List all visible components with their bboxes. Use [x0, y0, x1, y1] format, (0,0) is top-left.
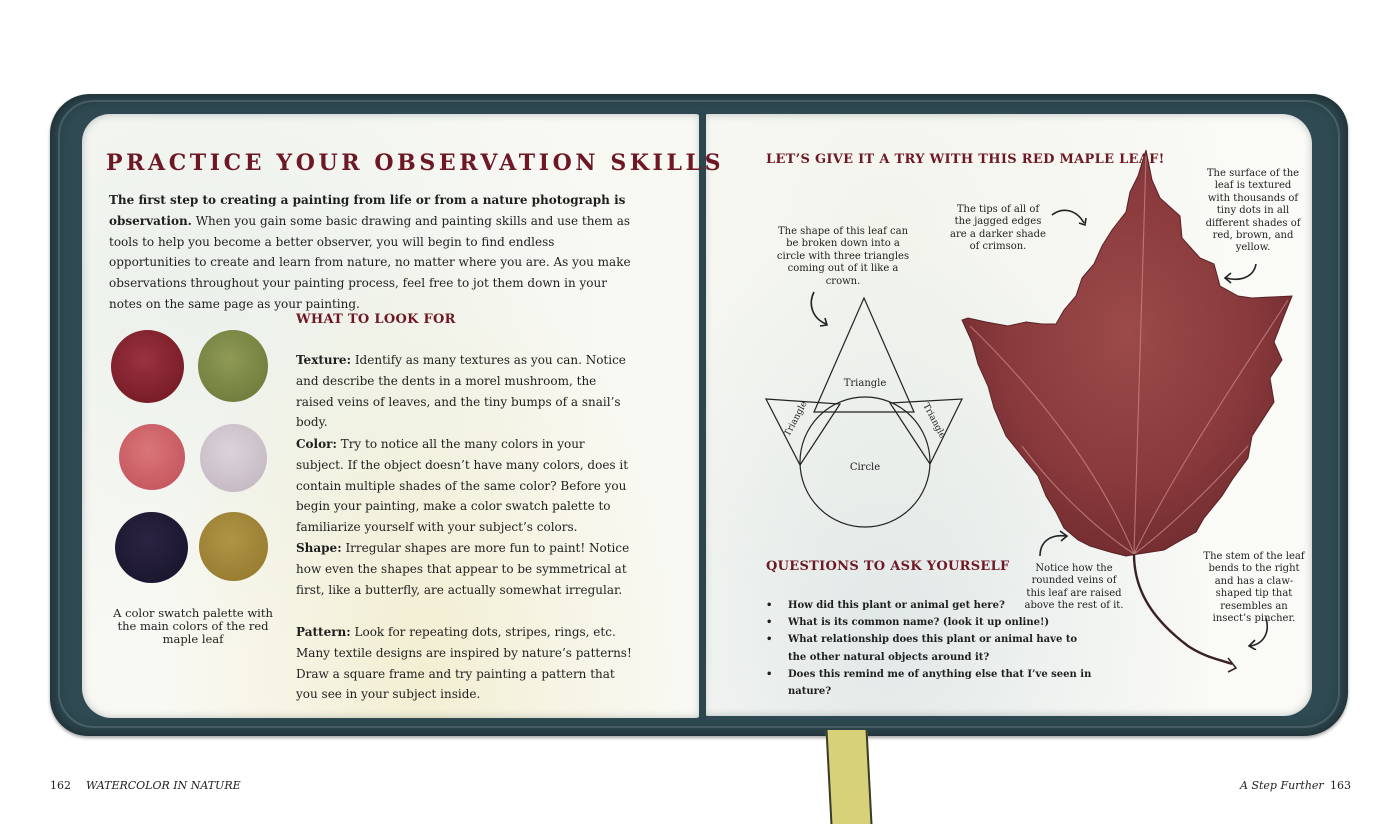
left-running-title: WATERCOLOR IN NATURE: [86, 779, 241, 792]
swatch-olive: [198, 330, 268, 402]
note-jagged-tips: The tips of all of the jagged edges are a darker shade of crimson.: [950, 204, 1046, 253]
swatch-indigo: [115, 512, 188, 583]
arrow-stem-icon: [1244, 616, 1274, 650]
diagram-label-right: Triangle: [920, 401, 948, 441]
arrow-shape-icon: [806, 290, 836, 330]
shape-paragraph: [296, 538, 636, 600]
intro-paragraph: [109, 190, 639, 315]
right-running-title: A Step Further: [1240, 779, 1324, 792]
intro-body: When you gain some basic drawing and painting skills and use them as tools to help you become a better observer, you will begin to find endless opportunities to create and learn from nature, no matter where you are. As you make observations throughout your painting process, feel free to jot them down in your notes on the same page as your painting.: [109, 213, 631, 311]
texture-text: Identify as many textures as you can. Notice and describe the dents in a morel mushroom, the raised veins of leaves, and the tiny bumps of a snail’s body.: [296, 353, 626, 430]
swatch-rose: [119, 424, 185, 490]
leaf-blade: [962, 150, 1292, 556]
swatch-crimson: [111, 330, 184, 403]
note-leaf-shape: The shape of this leaf can be broken down into a circle with three triangles coming out of it like a crown.: [776, 226, 910, 287]
shape-label: Shape:: [296, 541, 342, 555]
right-page-number: 163: [1330, 779, 1351, 792]
note-raised-veins: Notice how the rounded veins of this leaf are raised above the rest of it.: [1024, 563, 1124, 612]
diagram-label-top: Triangle: [843, 378, 887, 389]
note-leaf-surface: The surface of the leaf is textured with thousands of tiny dots in all different shades of red, brown, and yellow.: [1205, 168, 1301, 254]
pattern-label: Pattern:: [296, 625, 351, 639]
question-item: • Does this remind me of anything else that I’ve seen in nature?: [766, 666, 1096, 700]
pattern-paragraph: [296, 622, 636, 705]
leaf-section-title: LET’S GIVE IT A TRY WITH THIS RED MAPLE LEAF!: [766, 152, 1165, 167]
swatch-ochre: [199, 512, 268, 581]
swatch-lilac-grey: [200, 424, 267, 492]
shape-diagram: [760, 292, 970, 532]
red-maple-leaf-illustration: [952, 146, 1308, 674]
questions-heading: QUESTIONS TO ASK YOURSELF: [766, 559, 1010, 574]
pattern-text: Look for repeating dots, stripes, rings, etc. Many textile designs are inspired by nature’s patterns! Draw a square frame and try painting a pattern that you see in your subject inside.: [296, 625, 632, 702]
texture-paragraph: [296, 350, 636, 433]
left-page-number: 162: [50, 779, 71, 792]
questions-list: [766, 597, 1096, 700]
leaf-stem-tip: [1228, 658, 1236, 672]
question-item: • What relationship does this plant or animal have to the other natural objects around it?: [766, 631, 1096, 665]
color-paragraph: [296, 434, 636, 538]
leaf-stem: [1134, 554, 1232, 664]
page-title: PRACTICE YOUR OBSERVATION SKILLS: [106, 150, 725, 176]
bookmark-ribbon: [826, 730, 873, 824]
note-leaf-stem: The stem of the leaf bends to the right and has a claw-shaped tip that resembles an insect’s pincher.: [1203, 551, 1305, 625]
arrow-tips-icon: [1050, 205, 1090, 229]
diagram-label-circle: Circle: [849, 462, 881, 473]
what-to-look-for-heading: WHAT TO LOOK FOR: [296, 312, 456, 327]
intro-lead: The first step to creating a painting from life or from a nature photograph is observation.: [109, 193, 626, 228]
texture-label: Texture:: [296, 353, 351, 367]
swatch-caption: A color swatch palette with the main colors of the red maple leaf: [113, 606, 273, 646]
color-label: Color:: [296, 437, 337, 451]
arrow-veins-icon: [1036, 530, 1072, 558]
question-item: • How did this plant or animal get here?: [766, 597, 1096, 614]
shape-text: Irregular shapes are more fun to paint! Notice how even the shapes that appear to be symmetrical at first, like a butterfly, are actually somewhat irregular.: [296, 541, 630, 597]
question-item: • What is its common name? (look it up online!): [766, 614, 1096, 631]
arrow-surface-icon: [1222, 262, 1260, 286]
color-text: Try to notice all the many colors in your subject. If the object doesn’t have many colors, does it contain multiple shades of the same color? Before you begin your painting, make a color swatch palette to familiarize yourself with your subject’s colors.: [296, 437, 629, 535]
book-spine: [699, 110, 706, 720]
diagram-label-left: Triangle: [782, 399, 810, 439]
